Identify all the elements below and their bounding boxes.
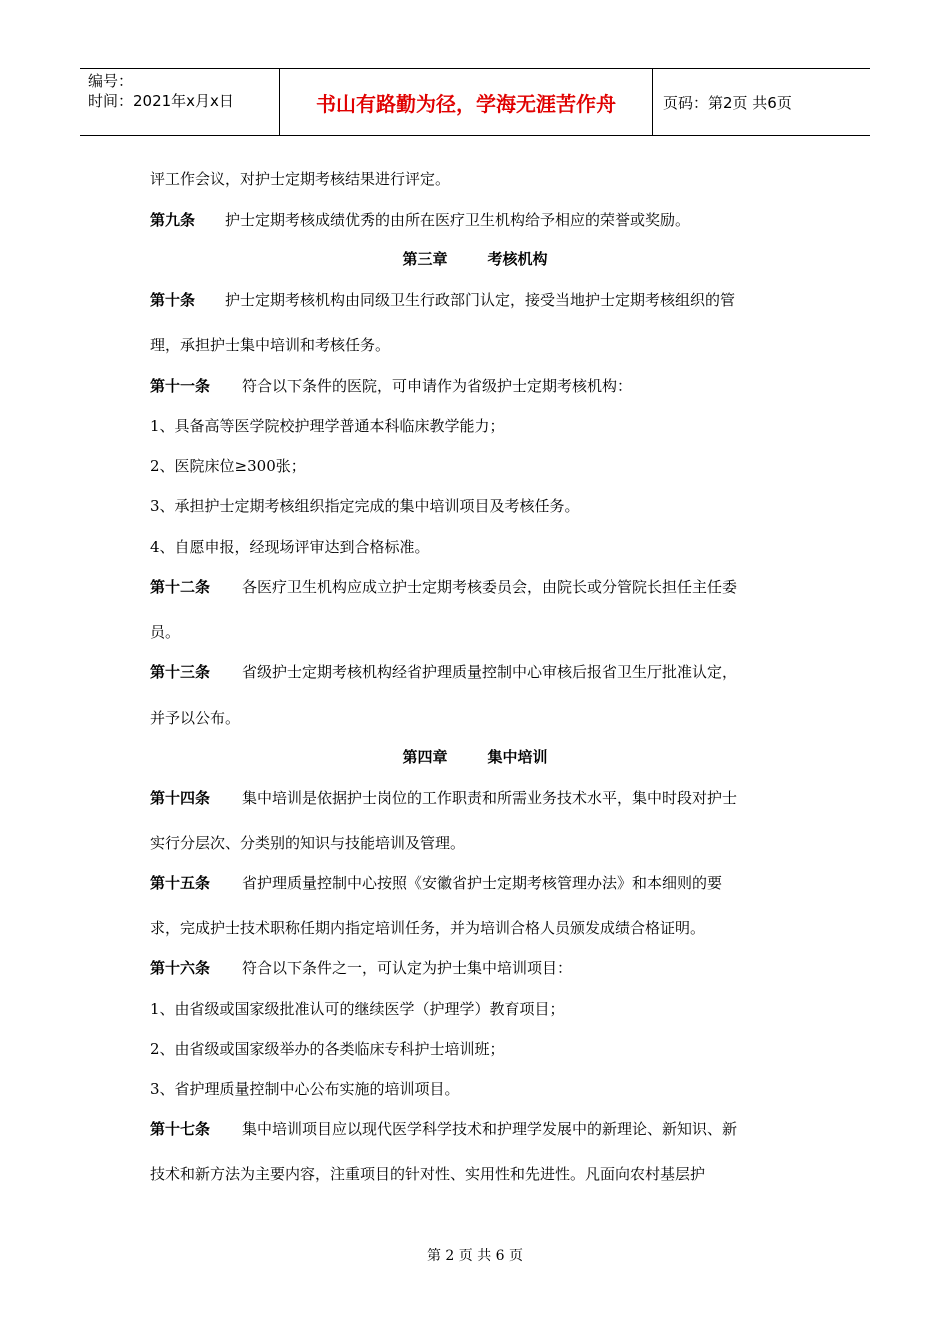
article-number: 第十七条 [150,1120,211,1138]
list-item: 3、省护理质量控制中心公布实施的培训项目。 [150,1080,460,1098]
article-10 [150,289,735,310]
article-text: 集中培训项目应以现代医学科学技术和护理学发展中的新理论、新知识、新 [242,1120,738,1138]
article-number: 第九条 [150,211,196,229]
article-text: 护士定期考核成绩优秀的由所在医疗卫生机构给予相应的荣誉或奖励。 [225,211,691,229]
article-number: 第十三条 [150,663,211,681]
article-number: 第十五条 [150,874,211,892]
header-page-label: 页码：第2页 共6页 [663,93,792,112]
article-number: 第十二条 [150,578,211,596]
list-item: 4、自愿申报，经现场评审达到合格标准。 [150,538,430,556]
article-text: 省级护士定期考核机构经省护理质量控制中心审核后报省卫生厅批准认定， [242,663,738,681]
chapter-title: 考核机构 [487,250,548,268]
article-15 [150,872,722,893]
article-14 [150,787,737,808]
paragraph-line: 理，承担护士集中培训和考核任务。 [150,336,391,354]
paragraph-line: 员。 [150,623,181,641]
doc-number-label: 编号： [88,72,134,90]
article-12 [150,576,737,597]
paragraph-line: 求，完成护士技术职称任期内指定培训任务，并为培训合格人员颁发成绩合格证明。 [150,919,706,937]
header-motto: 书山有路勤为径，学海无涯苦作舟 [280,69,653,135]
paragraph-line: 实行分层次、分类别的知识与技能培训及管理。 [150,834,466,852]
article-text: 护士定期考核机构由同级卫生行政部门认定，接受当地护士定期考核组织的管 [225,291,736,309]
chapter-3-heading [150,248,800,269]
article-11 [150,375,632,396]
article-text: 符合以下条件的医院，可申请作为省级护士定期考核机构： [242,377,633,395]
header-meta [80,69,280,135]
article-text: 集中培训是依据护士岗位的工作职责和所需业务技术水平，集中时段对护士 [242,789,738,807]
paragraph-line: 并予以公布。 [150,709,241,727]
chapter-4-heading [150,746,800,767]
article-13 [150,661,737,682]
paragraph-line: 评工作会议，对护士定期考核结果进行评定。 [150,170,451,188]
article-number: 第十四条 [150,789,211,807]
article-text: 符合以下条件之一，可认定为护士集中培训项目： [242,959,573,977]
list-item: 1、由省级或国家级批准认可的继续医学（护理学）教育项目； [150,1000,565,1018]
paragraph-line: 技术和新方法为主要内容，注重项目的针对性、实用性和先进性。凡面向农村基层护 [150,1165,706,1183]
article-9 [150,209,690,230]
list-item: 2、由省级或国家级举办的各类临床专科护士培训班； [150,1040,505,1058]
article-17 [150,1118,737,1139]
chapter-number: 第四章 [402,748,448,766]
article-number: 第十六条 [150,959,211,977]
chapter-number: 第三章 [402,250,448,268]
article-number: 第十一条 [150,377,211,395]
chapter-title: 集中培训 [487,748,548,766]
article-16 [150,957,572,978]
doc-date-label: 时间：2021年x月x日 [88,92,234,110]
article-text: 各医疗卫生机构应成立护士定期考核委员会，由院长或分管院长担任主任委 [242,578,738,596]
page-header [80,68,870,136]
list-item: 3、承担护士定期考核组织指定完成的集中培训项目及考核任务。 [150,497,580,515]
article-number: 第十条 [150,291,196,309]
list-item: 1、具备高等医学院校护理学普通本科临床教学能力； [150,417,505,435]
list-item: 2、医院床位≥300张； [150,457,306,475]
page-footer: 第 2 页 共 6 页 [426,1248,524,1264]
article-text: 省护理质量控制中心按照《安徽省护士定期考核管理办法》和本细则的要 [242,874,723,892]
